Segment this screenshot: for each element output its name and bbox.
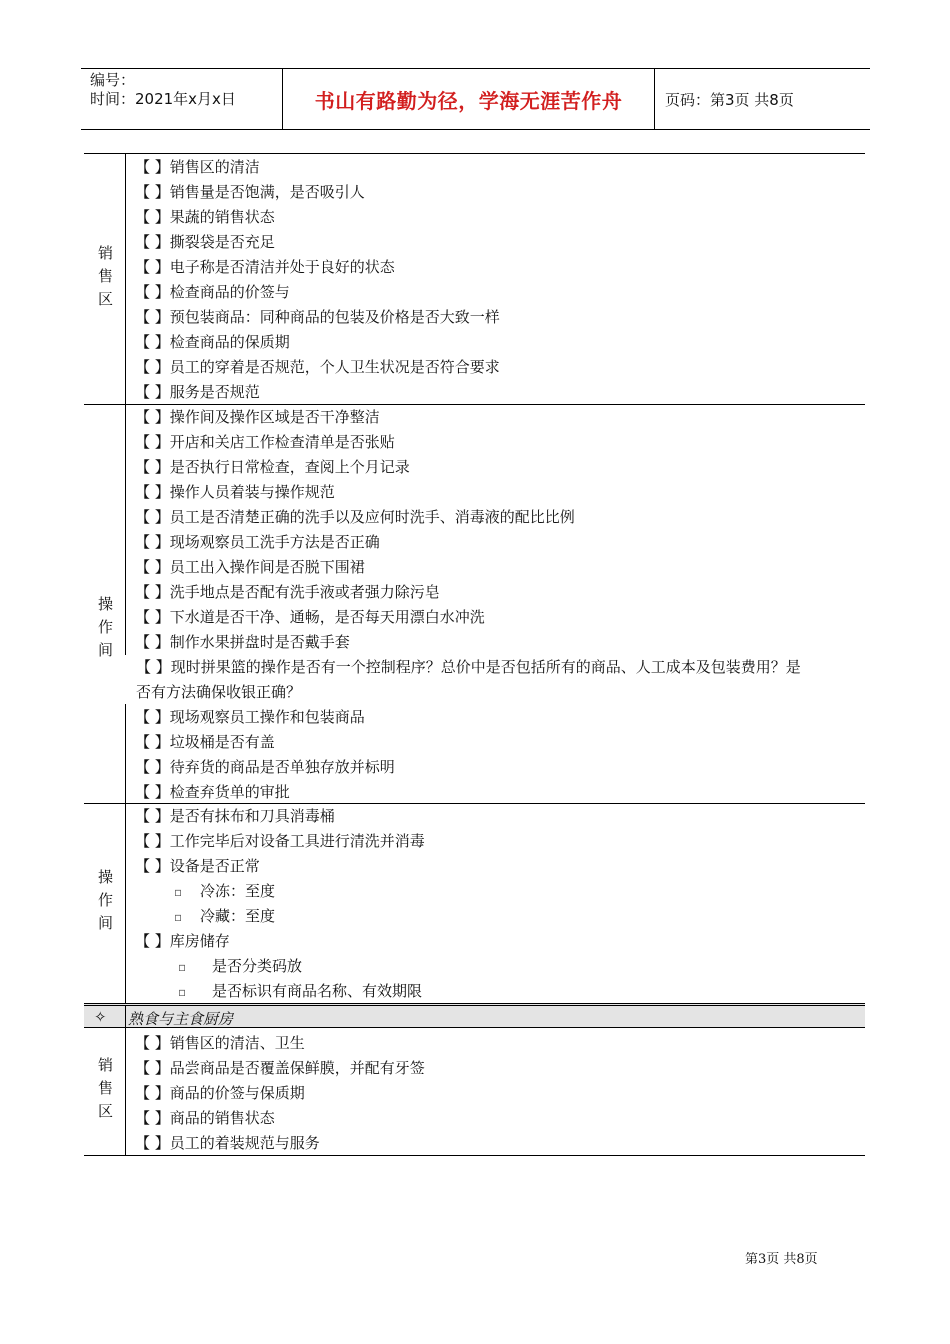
checklist-item: 【 】待弃货的商品是否单独存放并标明: [135, 758, 395, 776]
category-title: 熟食与主食厨房: [128, 1010, 234, 1028]
checklist-item: 【 】撕裂袋是否充足: [135, 233, 275, 251]
checklist-item: 【 】员工的着装规范与服务: [135, 1134, 320, 1152]
checklist-item: 【 】品尝商品是否覆盖保鲜膜，并配有牙签: [135, 1059, 425, 1077]
sub-item: ▫ 冷冻：至度: [174, 882, 276, 900]
sub-item: ▫ 是否标识有商品名称、有效期限: [178, 982, 423, 1000]
category-band: [84, 1003, 865, 1028]
section-label: 操作间: [84, 804, 126, 1003]
motto: 书山有路勤为径，学海无涯苦作舟: [314, 88, 623, 113]
header-motto-cell: [282, 69, 655, 129]
page-header: [81, 68, 870, 130]
square-bullet-icon: ▫: [174, 885, 183, 899]
checklist-item: 【 】销售区的清洁: [135, 158, 260, 176]
page-footer: 第3页 共8页: [745, 1252, 818, 1267]
checklist-item-long: 【 】现时拼果篮的操作是否有一个控制程序？总价中是否包括所有的商品、人工成本及包装费用？是: [136, 658, 801, 676]
section-label: 操作间: [96, 595, 114, 665]
section-operation-equipment: [84, 803, 865, 1003]
checklist-item: 【 】垃圾桶是否有盖: [135, 733, 275, 751]
checklist-item: 【 】工作完毕后对设备工具进行清洗并消毒: [135, 832, 425, 850]
checklist-item: 【 】服务是否规范: [135, 383, 260, 401]
section-operation-room: [84, 404, 865, 803]
checklist-item: 【 】检查弃货单的审批: [135, 783, 290, 801]
checklist-item: 【 】操作间及操作区域是否干净整洁: [135, 408, 380, 426]
checklist-item: 【 】预包装商品：同种商品的包装及价格是否大致一样: [135, 308, 500, 326]
checklist-item: 【 】商品的价签与保质期: [135, 1084, 305, 1102]
checklist-item: 【 】员工的穿着是否规范，个人卫生状况是否符合要求: [135, 358, 500, 376]
checklist-item: 【 】现场观察员工洗手方法是否正确: [135, 533, 380, 551]
checklist-item: 【 】操作人员着装与操作规范: [135, 483, 335, 501]
date-label: 时间：2021年x月x日: [90, 90, 236, 108]
serial-label: 编号：: [90, 71, 136, 89]
checklist-item: 【 】现场观察员工操作和包装商品: [135, 708, 365, 726]
checklist-item: 【 】库房储存: [135, 932, 230, 950]
section-label: 销售区: [84, 1028, 126, 1155]
header-meta: [81, 69, 282, 129]
checklist-item: 【 】设备是否正常: [135, 857, 260, 875]
diamond-icon: ✧: [94, 1008, 107, 1026]
checklist-item: 【 】是否执行日常检查，查阅上个月记录: [135, 458, 410, 476]
checklist-item: 【 】制作水果拼盘时是否戴手套: [135, 633, 350, 651]
checklist-item: 【 】员工是否清楚正确的洗手以及应何时洗手、消毒液的配比比例: [135, 508, 575, 526]
checklist-item-long-cont: 否有方法确保收银正确？: [136, 683, 302, 701]
sub-item: ▫ 是否分类码放: [178, 957, 303, 975]
page-label: 页码：第3页 共8页: [665, 90, 794, 109]
checklist-item: 【 】商品的销售状态: [135, 1109, 275, 1127]
section-label: 销售区: [84, 154, 126, 404]
checklist-item: 【 】开店和关店工作检查清单是否张贴: [135, 433, 395, 451]
section-deli-sales-area: [84, 1028, 865, 1155]
header-page-cell: [655, 69, 870, 129]
checklist-item: 【 】下水道是否干净、通畅，是否每天用漂白水冲洗: [135, 608, 485, 626]
checklist-item: 【 】员工出入操作间是否脱下围裙: [135, 558, 365, 576]
checklist-item: 【 】销售量是否饱满，是否吸引人: [135, 183, 365, 201]
checklist-item: 【 】是否有抹布和刀具消毒桶: [135, 807, 335, 825]
square-bullet-icon: ▫: [178, 985, 187, 999]
checklist-item: 【 】销售区的清洁、卫生: [135, 1034, 305, 1052]
square-bullet-icon: ▫: [174, 910, 183, 924]
checklist-item: 【 】检查商品的保质期: [135, 333, 290, 351]
checklist-item: 【 】洗手地点是否配有洗手液或者强力除污皂: [135, 583, 440, 601]
checklist-item: 【 】果蔬的销售状态: [135, 208, 275, 226]
table-bottom-rule: [84, 1155, 865, 1156]
section-sales-area: [84, 153, 865, 404]
sub-item: ▫ 冷藏：至度: [174, 907, 276, 925]
checklist-item: 【 】电子称是否清洁并处于良好的状态: [135, 258, 395, 276]
square-bullet-icon: ▫: [178, 960, 187, 974]
checklist-item: 【 】检查商品的价签与: [135, 283, 290, 301]
